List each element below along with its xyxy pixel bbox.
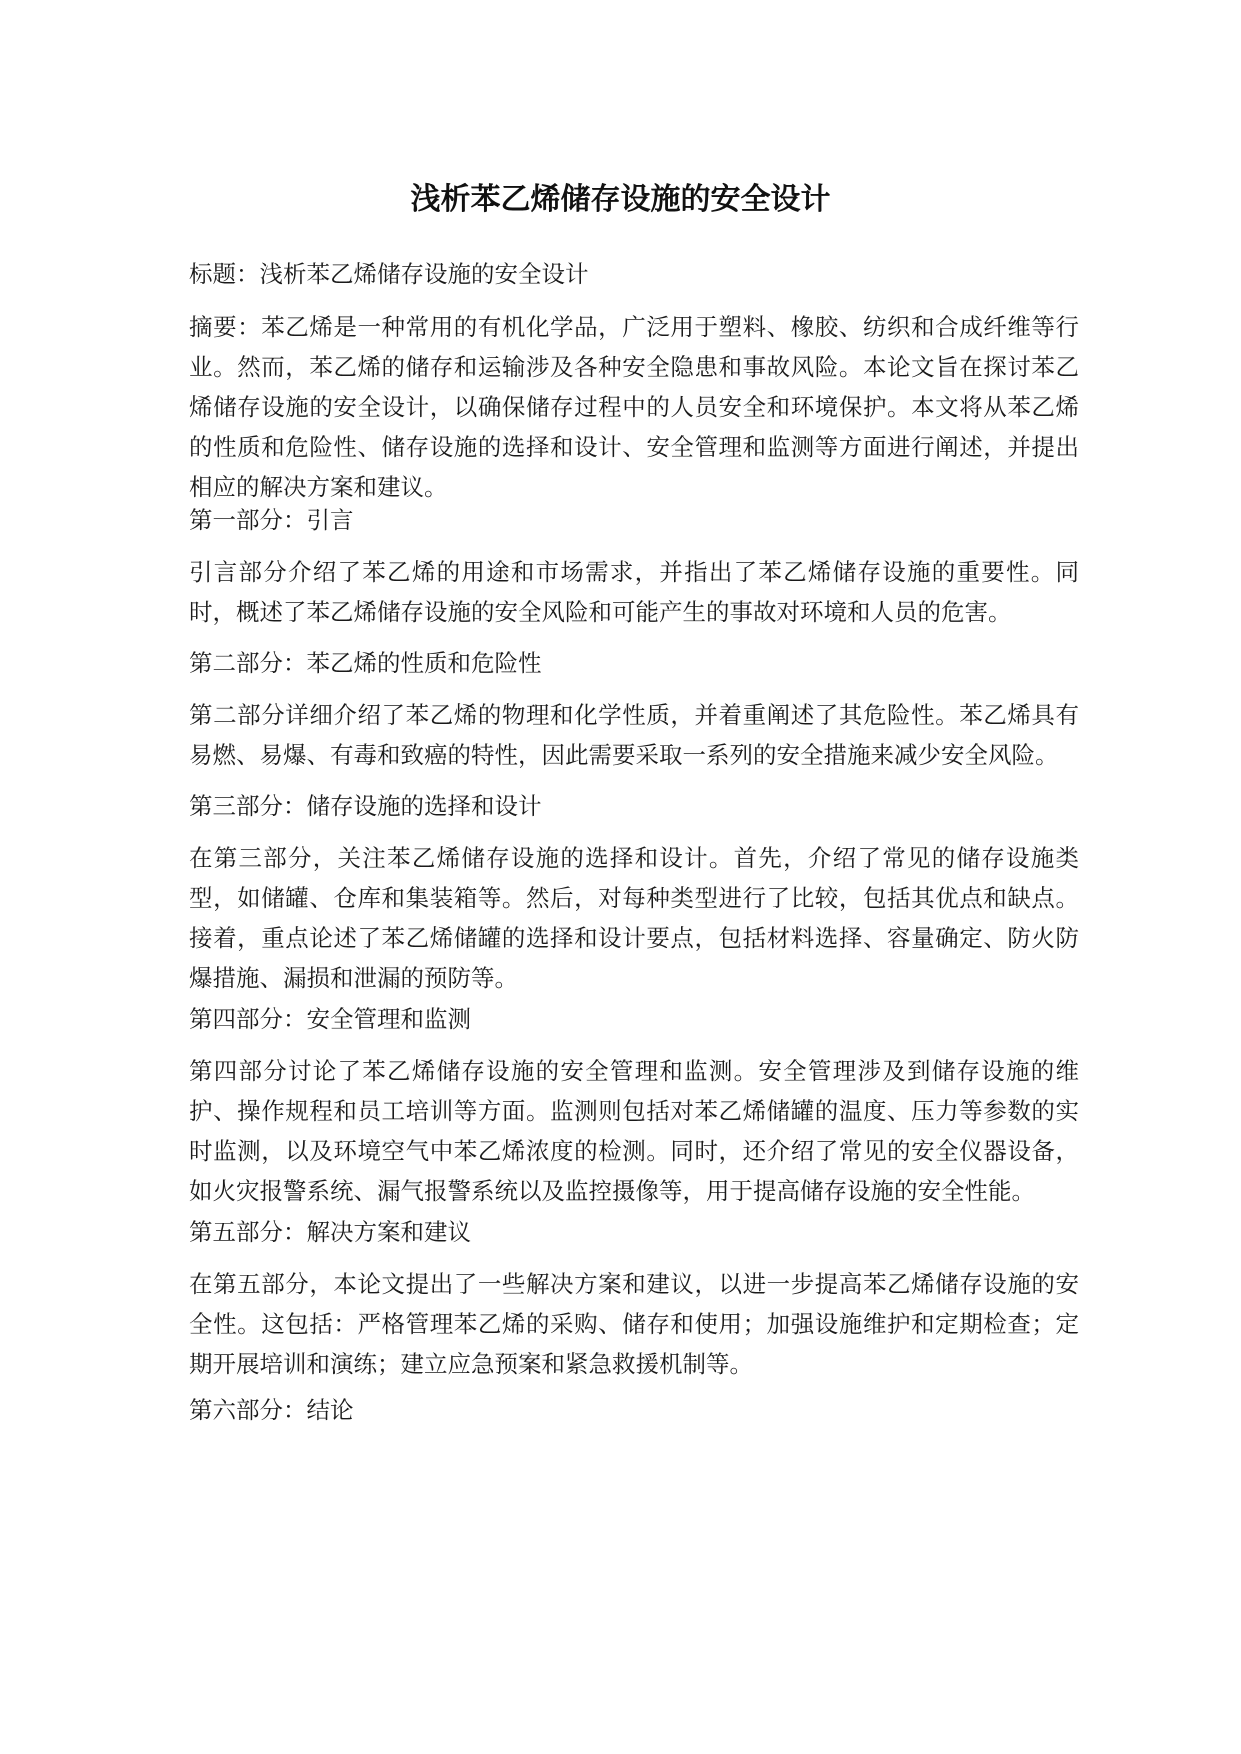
abstract-paragraph: 摘要：苯乙烯是一种常用的有机化学品，广泛用于塑料、橡胶、纺织和合成纤维等行业。然而，苯乙烯的储存和运输涉及各种安全隐患和事故风险。本论文旨在探讨苯乙烯储存设施的安全设计，以确保储存过程中的人员安全和环境保护。本文将从苯乙烯的性质和危险性、储存设施的选择和设计、安全管理和监测等方面进行阐述，并提出相应的解决方案和建议。 [189,313,1079,501]
section-body-2: 第二部分详细介绍了苯乙烯的物理和化学性质，并着重阐述了其危险性。苯乙烯具有易燃、易爆、有毒和致癌的特性，因此需要采取一系列的安全措施来减少安全风险。 [189,701,1079,769]
section-heading-5: 第五部分：解决方案和建议 [189,1218,471,1246]
section-body-4: 第四部分讨论了苯乙烯储存设施的安全管理和监测。安全管理涉及到储存设施的维护、操作规程和员工培训等方面。监测则包括对苯乙烯储罐的温度、压力等参数的实时监测，以及环境空气中苯乙烯浓度的检测。同时，还介绍了常见的安全仪器设备，如火灾报警系统、漏气报警系统以及监控摄像等，用于提高储存设施的安全性能。 [189,1057,1079,1205]
section-heading-4: 第四部分：安全管理和监测 [189,1005,471,1033]
section-heading-1: 第一部分：引言 [189,506,354,534]
section-heading-2: 第二部分：苯乙烯的性质和危险性 [189,649,542,677]
title-line: 标题：浅析苯乙烯储存设施的安全设计 [189,260,589,288]
section-heading-6: 第六部分：结论 [189,1396,354,1424]
section-heading-3: 第三部分：储存设施的选择和设计 [189,792,542,820]
section-body-5: 在第五部分，本论文提出了一些解决方案和建议，以进一步提高苯乙烯储存设施的安全性。这包括：严格管理苯乙烯的采购、储存和使用；加强设施维护和定期检查；定期开展培训和演练；建立应急预案和紧急救援机制等。 [189,1270,1079,1378]
document-title: 浅析苯乙烯储存设施的安全设计 [410,182,831,217]
section-body-1: 引言部分介绍了苯乙烯的用途和市场需求，并指出了苯乙烯储存设施的重要性。同时，概述了苯乙烯储存设施的安全风险和可能产生的事故对环境和人员的危害。 [189,558,1079,626]
section-body-3: 在第三部分，关注苯乙烯储存设施的选择和设计。首先，介绍了常见的储存设施类型，如储罐、仓库和集装箱等。然后，对每种类型进行了比较，包括其优点和缺点。接着，重点论述了苯乙烯储罐的选择和设计要点，包括材料选择、容量确定、防火防爆措施、漏损和泄漏的预防等。 [189,844,1079,992]
